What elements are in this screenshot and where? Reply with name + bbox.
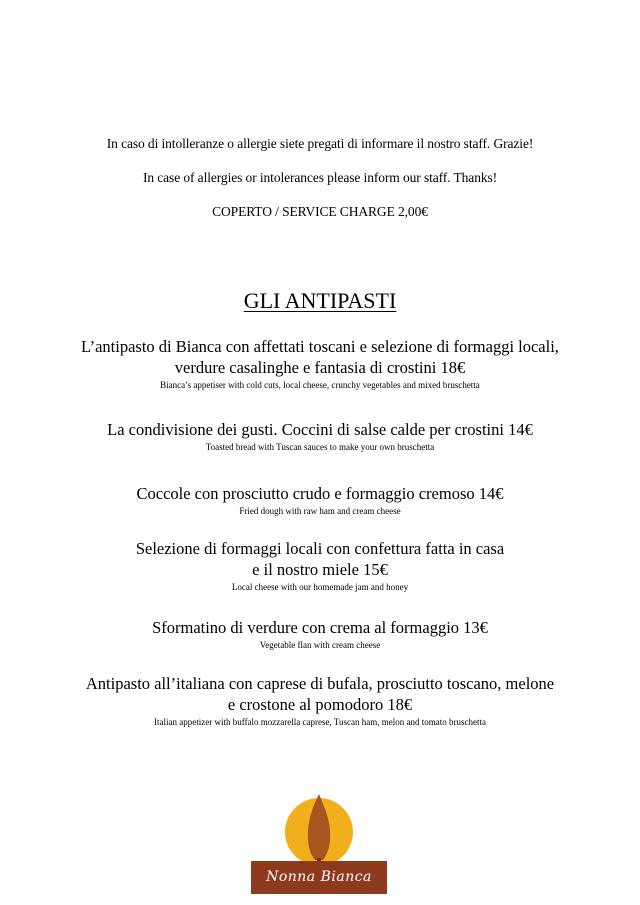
- menu-item: [0, 483, 640, 517]
- menu-item: [0, 617, 640, 651]
- menu-item-name: L’antipasto di Bianca con affettati toscani e selezione di formaggi locali, verdure casalinghe e fantasia di crostini 18€: [81, 337, 559, 377]
- menu-item: [0, 419, 640, 453]
- menu-item-english: Fried dough with raw ham and cream cheese: [239, 506, 401, 516]
- allergy-notice-it: In caso di intolleranze o allergie siete pregati di informare il nostro staff. Grazie!: [106, 136, 534, 151]
- menu-item: [0, 673, 640, 728]
- menu-item-name: Sformatino di verdure con crema al formaggio 13€: [152, 618, 488, 637]
- menu-item-english: Local cheese with our homemade jam and honey: [231, 582, 409, 592]
- menu-item-name: La condivisione dei gusti. Coccini di salse calde per crostini 14€: [107, 420, 533, 439]
- section-title: GLI ANTIPASTI: [243, 288, 397, 313]
- menu-item-english: Italian appetizer with buffalo mozzarella caprese, Tuscan ham, melon and tomato bruschetta: [154, 717, 486, 727]
- logo-text: Nonna Bianca: [266, 869, 372, 885]
- menu-item-english: Bianca’s appetiser with cold cuts, local cheese, crunchy vegetables and mixed bruschetta: [160, 380, 480, 390]
- service-charge-notice: COPERTO / SERVICE CHARGE 2,00€: [212, 204, 428, 219]
- menu-item: [0, 336, 640, 391]
- menu-item-english: Toasted bread with Tuscan sauces to make your own bruschetta: [205, 442, 435, 452]
- menu-item: [0, 538, 640, 593]
- menu-item-name: Coccole con prosciutto crudo e formaggio cremoso 14€: [136, 484, 504, 503]
- allergy-notice-en: In case of allergies or intolerances please inform our staff. Thanks!: [142, 170, 498, 185]
- nonna-bianca-logo: [251, 790, 387, 894]
- menu-item-name: Antipasto all’italiana con caprese di bufala, prosciutto toscano, melone e crostone al pomodoro 18€: [85, 674, 555, 714]
- menu-item-name: Selezione di formaggi locali con confettura fatta in casa e il nostro miele 15€: [135, 539, 505, 579]
- menu-item-english: Vegetable flan with cream cheese: [259, 640, 381, 650]
